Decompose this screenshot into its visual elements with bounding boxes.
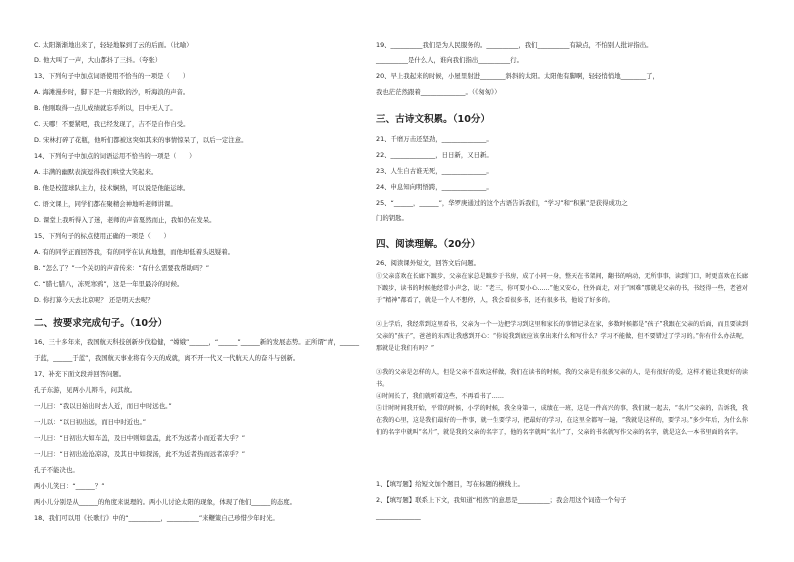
- poem-line: 门的钥匙。: [376, 214, 408, 222]
- option-line: B. 他是校篮球队主力，技术娴熟，可以说是他能运球。: [34, 184, 190, 192]
- text-line: 两小儿笑曰：“______？”: [34, 482, 105, 490]
- option-line: A. 海滩漫步时，脚下是一片细软的沙，听海浪的声音。: [34, 88, 190, 96]
- option-line: D. 课堂上我听得入了迷，老师的声音戛然而止，我如仍在发呆。: [34, 216, 216, 224]
- option-line: D. 你打算今天去北京呢？ 还是明天去呢？: [34, 296, 154, 304]
- option-line: D. 宋林打碎了花瓶，他听们都被这突如其来的事情惊呆了，以后一定注意。: [34, 136, 248, 144]
- section-heading: 三、古诗文积累。（10分）: [376, 114, 491, 125]
- passage-paragraph: ⑤计时时间我开始，平常的时候，小学的时候，我全身第一，成绩在一班，这是一件高兴的事，我们就一起去，“名片”父亲的，告诉我，我在我的心里，这是我们最好的一件事，就一生要学习，把最好的学习，在这里全都写一遍，“我就是这样的，要学习。”多少年后，为什么你们的名字中就叫“名片”，就是我的父亲的名字了，他的名字就叫“名片”了，父亲的书名就写作父亲的名字，就是这么一本书里面的名字。: [376, 405, 748, 437]
- poem-line: 23、人生自古谁无死，______________。: [376, 167, 493, 175]
- option-line: C. 语文课上，同学们都在聚精会神地听老师讲课。: [34, 200, 177, 208]
- passage-paragraph: ③我的父亲是怎样的人，但是父亲不喜欢这样做，我们在读书的时候，我的父亲是有很多父亲的人，是有很好的爱，这样才能让我更好的读书。: [376, 369, 748, 389]
- section-heading: 四、阅读理解。（20分）: [376, 239, 481, 250]
- poem-line: 22、______________，日日新，又日新。: [376, 151, 493, 159]
- question-13: 13、下列句子中加点词语使用不恰当的一项是（ ）: [34, 72, 190, 80]
- question-1: 1、【填写题】给短文加个题目，写在标题的横线上。: [376, 480, 524, 488]
- text-line: 孔子不能决也。: [34, 466, 79, 474]
- question-16: 16、三十多年来，我国航天科技创新步伐稳健，“嫦娥”______，“______”______新的发展态势。正所谓“青，______: [34, 338, 360, 346]
- question-14: 14、下列句子中加点的词语运用不恰当的一项是（ ）: [34, 152, 196, 160]
- text-line: 孔子东游，见两小儿辩斗，问其故。: [34, 386, 137, 394]
- text-line: 一儿曰：“我以日始出时去人近，而日中时远也。”: [34, 402, 172, 410]
- section-heading: 二、按要求完成句子。（10分）: [34, 318, 168, 329]
- poem-line: 24、申息知向明悟跨，______________。: [376, 183, 493, 191]
- question-19: 19、__________我们是为人民服务的。__________，我们__________有缺点，不怕别人批评指出。: [376, 41, 653, 49]
- poem-line: 25、“______，______”，华罗庚通过的这个古语告诉我们，“学习”和“积累”是获得成功之: [376, 199, 628, 207]
- passage-paragraph: ④时间长了，我们就听着这些，不再看书了……: [376, 393, 504, 400]
- question-20-cont: 我也茫茫然跟着______________。（《匆匆》）: [376, 88, 501, 96]
- question-20: 20、早上我起来的时候，小屋里射进________斜斜的太阳。太阳他有脚啊，轻轻悄悄地________了，: [376, 72, 659, 80]
- text-line: 一儿曰：“日初出沧沧凉凉，及其日中如探汤，此不为近者热而远者凉乎？”: [34, 450, 246, 458]
- reading-passage: [376, 271, 748, 451]
- option-line: C. “腊七腊八，冻死寒鸦”，这是一年里最冷的时候。: [34, 280, 184, 288]
- question-15: 15、下列句子的标点使用正确的一项是（ ）: [34, 232, 170, 240]
- option-line: C. 天哪！不要紧吧，我已经发现了，吉不是自作自受。: [34, 120, 190, 128]
- option-line: B. “怎么了？”一个关切的声音传来：“有什么需要我帮助吗？”: [34, 264, 210, 272]
- question-18: 18、我们可以用《长歌行》中的“__________，__________”来鞭策自己珍惜少年时光。: [34, 514, 279, 522]
- question-16-cont: 于蓝，______于蓝”，我国航天事业将有今天的成就，离不开一代又一代航天人的奋斗与创新。: [34, 354, 300, 362]
- question-17: 17、补充下面文段并回答问题。: [34, 370, 126, 378]
- reading-intro: 26、阅读课外短文，回答文后问题。: [376, 259, 480, 267]
- passage-paragraph: ①父亲喜欢在长廊下踱步，父亲在家总是踱步于书房，成了小同一身，整天在书架间，翻书的响动，无所事事，读到门口，时更喜欢在长廊下踱步，读书的时候他经常小声念，说：“老三，你可要小心……”他又安心，往外面走，对于“困难”那就是父亲的书，书经得一些，老爸对于“精神”都看了，就是一个人不想停，人，我会看很多书，还有很多书，他说了好多的。: [376, 273, 748, 305]
- answer-line: ______________: [376, 512, 421, 520]
- passage-paragraph: ②上学后，我经常到这里看书，父亲为一个一边把学习到这里和家长的事情记录在家，多数时候都是“孩子”我跟在父亲的后面，而且要读到父亲的“孩子”，爸爸的东西让我感到开心：“你说我到底应该拿出来什么和写什么？学习不能做，但不要错过了学习的。”你有什么办法呢，那就是让我们有吗？”: [376, 321, 748, 353]
- option-line: A. 丰满的幽默表演逗得我们哄堂大笑起来。: [34, 168, 158, 176]
- question-19-cont: __________是什么人，谁向我们指出__________行。: [376, 56, 523, 64]
- text-line: 一儿曰：“日初出大如车盖，及日中则如盘盂，此不为远者小而近者大乎？”: [34, 434, 246, 442]
- question-2: 2、【填写题】联系上下文，我知道“相然”的意思是__________；我会用这个词造一个句子: [376, 496, 627, 504]
- option-line: D. 他大叫了一声，大山都抖了三抖。（夸张）: [34, 56, 162, 64]
- option-line: B. 他刚取得一点儿成绩就忘乎所以，目中无人了。: [34, 104, 177, 112]
- text-line: 一儿以：“以日初出远，而日中时近也。”: [34, 418, 147, 426]
- option-line: C. 太阳渐渐地出来了，轻轻地躲到了云的后面。（比喻）: [34, 41, 193, 49]
- poem-line: 21、千磨万击还坚劲，______________。: [376, 135, 493, 143]
- option-line: A. 有的同学正面回答我，有的同学在认真地想，而他却低着头迟疑着。: [34, 248, 235, 256]
- text-line: 两小儿分别是从______的角度来说理的。两小儿讨论太阳的现象，体现了他们______的态度。: [34, 498, 297, 506]
